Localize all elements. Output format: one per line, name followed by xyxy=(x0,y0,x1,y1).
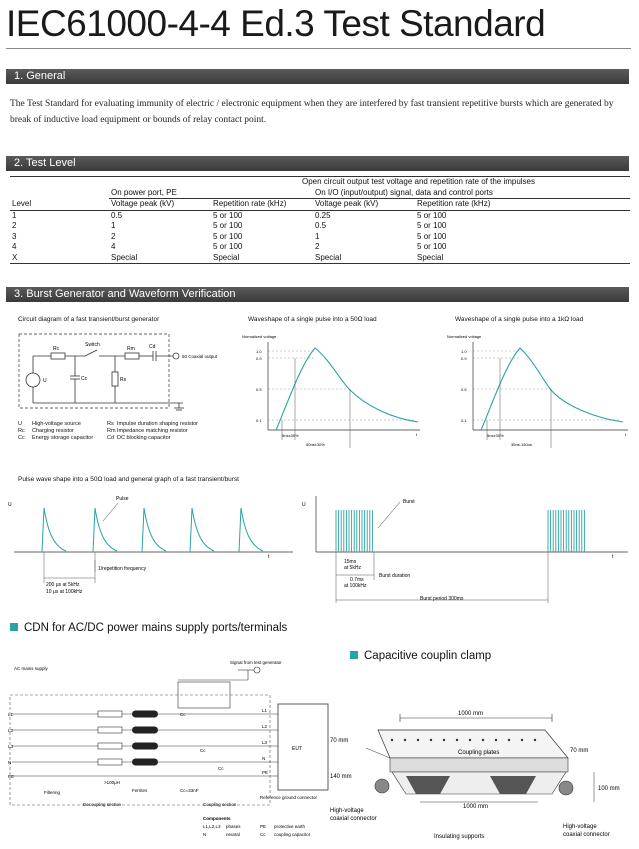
coupling-clamp-drawing xyxy=(330,668,635,848)
wave1k-tick: 0.5 xyxy=(461,387,467,392)
wave50-tick: 0.1 xyxy=(256,418,262,423)
cdn-cap-label: Cc xyxy=(218,766,224,771)
table-cell: 1 xyxy=(315,231,320,241)
label-switch: Switch xyxy=(85,342,100,348)
wave1k-rise: 5ns±30% xyxy=(487,433,504,438)
table-cell: 0.25 xyxy=(315,210,331,220)
clamp-insulating: Insulating supports xyxy=(434,834,485,840)
clamp-dim-70-right: 70 mm xyxy=(570,748,589,754)
section-burst-header xyxy=(6,287,629,302)
col-level: Level xyxy=(10,199,109,211)
table-cell: 3 xyxy=(12,231,17,241)
label-u: U xyxy=(43,378,47,384)
cdn-l100: >100μH xyxy=(104,780,120,785)
wave1k-xlabel: t xyxy=(625,432,627,437)
wave1k-tick: 1.0 xyxy=(461,349,467,354)
section-test-level-header xyxy=(6,156,629,171)
table-cell: 5 or 100 xyxy=(417,221,447,230)
cdn-eut: EUT xyxy=(292,746,302,752)
period-5khz: 200 μs at 5kHz xyxy=(46,582,80,588)
cdn-ferrites: Ferrites xyxy=(132,788,148,793)
clamp-dim-bottom: 1000 mm xyxy=(463,804,489,810)
table-cell: Special xyxy=(313,253,415,264)
clamp-screw xyxy=(534,739,536,741)
table-row xyxy=(10,242,630,253)
table-cell: 5 or 100 xyxy=(417,210,447,220)
wave1k-tick: 0.9 xyxy=(461,356,467,361)
wave1k-width: 35ns-150ns xyxy=(511,442,532,447)
wave50-xlabel: t xyxy=(416,432,418,437)
cdn-line-label-right: PE xyxy=(262,770,269,775)
section-test-level-title: 2. Test Level xyxy=(14,157,76,169)
col-io-voltage: Voltage peak (kV) xyxy=(313,199,415,211)
clamp-screw xyxy=(417,739,419,741)
label-rm: Rm xyxy=(127,346,135,352)
clamp-screw xyxy=(469,739,471,741)
wave1k-graph xyxy=(445,330,635,450)
wave50-ylabel: Normalized voltage xyxy=(242,334,277,339)
cdn-ferrite xyxy=(132,727,158,734)
table-row xyxy=(10,232,630,243)
table-cell: 5 or 100 xyxy=(417,231,447,241)
cdn-line-label-right: L1 xyxy=(262,708,268,713)
table-cell: 4 xyxy=(12,242,17,251)
clamp-screw xyxy=(495,739,497,741)
label-output: 50 Coaxial output xyxy=(182,354,218,359)
clamp-screw xyxy=(443,739,445,741)
table-cell: 5 or 100 xyxy=(213,221,243,230)
burst-u: U xyxy=(302,502,306,508)
clamp-dim-top: 1000 mm xyxy=(458,711,484,717)
burst-5khz: at 5kHz xyxy=(344,565,361,571)
table-row xyxy=(10,253,630,264)
cdn-heading-square xyxy=(10,623,18,631)
cdn-cc33: Cc=33nF xyxy=(180,788,199,793)
section-general-header xyxy=(6,69,629,84)
cdn-ferrite xyxy=(132,759,158,766)
clamp-screw xyxy=(430,739,432,741)
wave50-width: 50ns±30% xyxy=(306,442,325,447)
clamp-screw xyxy=(521,739,523,741)
cdn-comp-pe-desc: protective earth xyxy=(274,824,306,829)
cdn-cap-label: Cc xyxy=(180,712,186,717)
clamp-hv-right-2: coaxial connector xyxy=(563,832,610,838)
wave50-graph xyxy=(240,330,440,450)
group-io-header: On I/O (input/output) signal, data and control ports xyxy=(313,188,630,199)
label-rc: Rc xyxy=(53,346,60,352)
cdn-inductor xyxy=(98,759,122,765)
cdn-line-label-right: L3 xyxy=(262,740,268,745)
cdn-signal-label: Signal from test generator xyxy=(230,660,282,665)
group-power-header: On power port, PE xyxy=(109,188,313,199)
cdn-line-label-right: N xyxy=(262,756,266,761)
table-cell: 5 or 100 xyxy=(417,242,447,251)
wave1k-title: Waveshape of a single pulse into a 1kΩ load xyxy=(455,316,584,323)
label-cc: Cc xyxy=(81,376,88,382)
col-power-voltage: Voltage peak (kV) xyxy=(109,199,211,211)
title-divider xyxy=(6,48,631,49)
cdn-line-label-left: L3 xyxy=(8,744,14,749)
table-cell: 1 xyxy=(111,221,116,230)
clamp-hv-left-2: coaxial connector xyxy=(330,816,377,822)
cdn-cap-label: Cc xyxy=(200,748,206,753)
col-io-rate: Repetition rate (kHz) xyxy=(415,199,630,211)
cdn-heading: CDN for AC/DC power mains supply ports/terminals xyxy=(10,622,287,634)
clamp-heading-square xyxy=(350,651,358,659)
cdn-line-label-right: L2 xyxy=(262,724,268,729)
cdn-comp-cc-desc: coupling capacitor xyxy=(274,832,311,837)
table-row xyxy=(10,221,630,232)
clamp-coupling-plates: Coupling plates xyxy=(458,750,500,756)
clamp-hv-left-1: High-voltage xyxy=(330,808,364,814)
cdn-decoupling: Decoupling section xyxy=(83,802,122,807)
wave50-tick: 1.0 xyxy=(256,349,262,354)
table-cell: 0.5 xyxy=(315,221,327,230)
cdn-inductor xyxy=(98,711,122,717)
burst-duration: Burst duration xyxy=(379,573,411,579)
burst-period: Burst period 300ms xyxy=(420,596,464,602)
col-power-rate: Repetition rate (kHz) xyxy=(211,199,313,211)
cdn-filtering: Filtering xyxy=(44,790,61,795)
legend-row: U High-voltage source Rs Impulse duration shaping resistor xyxy=(18,421,199,427)
wave50-title: Waveshape of a single pulse into a 50Ω load xyxy=(248,316,377,323)
burst-100khz: at 100kHz xyxy=(344,583,367,589)
period-100khz: 10 μs at 100kHz xyxy=(46,589,83,595)
table-cell: 0.5 xyxy=(111,210,123,220)
clamp-screw xyxy=(404,739,406,741)
burst-t: t xyxy=(612,554,614,560)
label-cd: Cd xyxy=(149,344,156,350)
burst-15ms: 15ms xyxy=(344,559,357,565)
clamp-heading: Capacitive couplin clamp xyxy=(350,650,491,662)
pulse-label: Pulse xyxy=(116,496,129,502)
general-paragraph: The Test Standard for evaluating immunity of electric / electronic equipment when they are interfered by fast transient repetitive bursts which are generated by break of inductive load equipment or bounds of relay contact point. xyxy=(10,99,614,125)
clamp-screw xyxy=(391,739,393,741)
cdn-line-label-left: L1 xyxy=(8,712,14,717)
table-cell: Special xyxy=(109,253,211,264)
page-title: IEC61000-4-4 Ed.3 Test Standard xyxy=(6,3,546,44)
table-cell: 2 xyxy=(111,231,116,241)
burst-07ms: 0.7ms xyxy=(350,577,364,583)
table-row xyxy=(10,210,630,221)
clamp-screw xyxy=(508,739,510,741)
label-rs: Rs xyxy=(120,377,127,383)
clamp-dim-140: 140 mm xyxy=(330,774,352,780)
table-cell: 5 or 100 xyxy=(213,242,243,251)
cdn-components: Components xyxy=(203,816,231,821)
cdn-comp-n: N xyxy=(203,832,207,837)
cdn-comp-n-desc: neutral xyxy=(226,832,240,837)
clamp-hv-right-1: High-voltage xyxy=(563,824,597,830)
legend-row: Rc Charging resistor RmImpedance matching resistor xyxy=(18,428,188,434)
wave50-tick: 0.5 xyxy=(256,387,262,392)
cdn-ferrite xyxy=(132,743,158,750)
clamp-dim-100: 100 mm xyxy=(598,786,620,792)
cdn-comp-pe: PE xyxy=(260,824,267,829)
cdn-comp-l-desc: phases xyxy=(226,824,241,829)
cdn-line-label-left: L2 xyxy=(8,728,14,733)
cdn-ref: Reference ground connector xyxy=(260,795,318,800)
table-cell: 4 xyxy=(111,242,116,251)
pulse-u: U xyxy=(8,502,12,508)
cdn-line-label-left: PE xyxy=(8,774,15,779)
cdn-comp-l: L1,L2,L3 xyxy=(203,824,221,829)
wave1k-ylabel: Normalized voltage xyxy=(447,334,482,339)
table-cell: X xyxy=(10,253,109,264)
clamp-dim-70-left: 70 mm xyxy=(330,738,349,744)
cdn-line-label-left: N xyxy=(8,760,12,765)
table-title: Open circuit output test voltage and repetition rate of the impulses xyxy=(109,177,630,188)
wave50-rise: 5ns±30% xyxy=(282,433,299,438)
table-cell: Special xyxy=(415,253,630,264)
circuit-title: Circuit diagram of a fast transient/burst generator xyxy=(18,316,160,323)
legend-row: Cc Energy storage capacitor Cd DC blocking capacitor xyxy=(18,435,171,441)
table-cell: 2 xyxy=(315,242,320,251)
pulse-train-graph xyxy=(8,488,298,608)
cdn-comp-cc: Cc xyxy=(260,832,266,837)
circuit-legend xyxy=(18,421,198,442)
cdn-inductor xyxy=(98,743,122,749)
table-cell: Special xyxy=(211,253,313,264)
section-burst-title: 3. Burst Generator and Waveform Verification xyxy=(14,288,236,300)
wave1k-tick: 0.1 xyxy=(461,418,467,423)
wave50-tick: 0.9 xyxy=(256,356,262,361)
clamp-screw xyxy=(456,739,458,741)
table-cell: 5 or 100 xyxy=(213,210,243,220)
test-level-table xyxy=(10,176,630,264)
cdn-ac-label: AC mains supply xyxy=(14,666,48,671)
rep-freq-label: 1/repetition frequency xyxy=(98,566,147,572)
cdn-coupling: Coupling section xyxy=(203,802,237,807)
table-cell: 1 xyxy=(12,210,17,220)
section-general-title: 1. General xyxy=(14,70,66,82)
table-cell: 5 or 100 xyxy=(213,231,243,241)
burst-graph xyxy=(300,488,630,608)
burst-label: Burst xyxy=(403,499,415,505)
cdn-diagram xyxy=(8,658,338,848)
pulse-title: Pulse wave shape into a 50Ω load and general graph of a fast transient/burst xyxy=(18,476,239,483)
cdn-ferrite xyxy=(132,711,158,718)
table-cell: 2 xyxy=(12,221,17,230)
cdn-inductor xyxy=(98,727,122,733)
pulse-t: t xyxy=(268,554,270,560)
clamp-screw xyxy=(482,739,484,741)
